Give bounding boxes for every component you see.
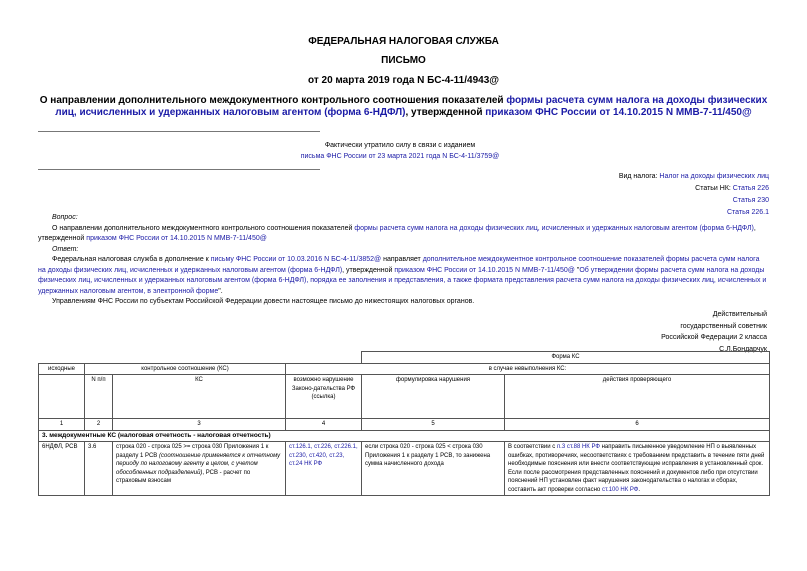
header-law: возможно нарушение Законо-дательства РФ (ссылка) bbox=[286, 375, 362, 419]
article-link[interactable]: Статья 226 bbox=[732, 185, 769, 192]
divider bbox=[38, 169, 320, 170]
cell-law-link[interactable]: ст.126.1, ст.226, ст.226.1, ст.230, ст.420, ст.23, ст.24 НК РФ bbox=[286, 442, 362, 496]
letter-link[interactable]: письму ФНС России от 10.03.2016 N БС-4-11/3852@ bbox=[210, 256, 382, 263]
signature-line: Российской Федерации 2 класса bbox=[661, 334, 767, 341]
header-wording: формулировка нарушения bbox=[362, 375, 505, 419]
cell-wording: если строка 020 - строка 025 < строка 030 Приложения 1 к разделу 1 РСВ, то занижена сумма начисленного дохода bbox=[362, 442, 505, 496]
col-number: 2 bbox=[85, 419, 113, 431]
cell-actions: В соответствии с п.3 ст.88 НК РФ направить письменное уведомление НП о выявленных ошибках, противоречиях, несоответствиях с требованием представить в течение пяти дней необходимые пояснения или внести соответствующие исправления в установленный срок. Если после рассмотрения представленных пояснений и документов либо при отсутствии пояснений НП установлен факт нарушения законодательства о налогах и сборах, составить акт проверки согласно ст.100 НК РФ. bbox=[505, 442, 770, 496]
nk-articles-label: Статьи НК: bbox=[695, 185, 733, 192]
doc-subject bbox=[30, 95, 777, 119]
closing-text: Управлениям ФНС России по субъектам Российской Федерации довести настоящее письмо до нижестоящих налоговых органов. bbox=[52, 298, 475, 305]
agency-title: ФЕДЕРАЛЬНАЯ НАЛОГОВАЯ СЛУЖБА bbox=[308, 36, 499, 47]
cell-source: 6НДФЛ, РСВ bbox=[39, 442, 85, 496]
lost-force-note bbox=[290, 140, 510, 162]
doc-body bbox=[38, 213, 769, 308]
article-link[interactable]: Статья 230 bbox=[732, 197, 769, 204]
header-if-fail: в случае невыполнения КС: bbox=[286, 363, 770, 375]
col-number: 1 bbox=[39, 419, 85, 431]
subject-form-link[interactable]: формы расчета сумм налога на доходы физических лиц, исчисленных и удержанных налоговым агентом (форма 6-НДФЛ) bbox=[55, 95, 768, 118]
signature-block bbox=[661, 309, 767, 355]
col-number: 3 bbox=[113, 419, 286, 431]
signature-name: С.Л.Бондарчук bbox=[719, 345, 767, 353]
subject-order-link[interactable]: приказом ФНС России от 14.10.2015 N ММВ-7-11/450@ bbox=[485, 107, 752, 118]
header-empty bbox=[39, 375, 85, 419]
doc-type: ПИСЬМО bbox=[381, 55, 426, 66]
ks-link[interactable]: дополнительное междокументное контрольное соотношение показателей формы расчета сумм налога на доходы физических лиц, исчисленных и удержанных налоговым агентом (форма 6-НДФЛ) bbox=[38, 256, 760, 274]
signature-line: государственный советник bbox=[680, 322, 767, 330]
article-link[interactable]: Статья 226.1 bbox=[726, 209, 769, 216]
cell-ks: строка 020 - строка 025 >= строка 030 Приложения 1 к разделу 1 РСВ (соотношение применяется к отчетному периоду по налоговому агенту в целом, с учетом обособленных подразделений), РСВ - расчет по страховым взносам bbox=[113, 442, 286, 496]
order-title-link[interactable]: Об утверждении формы расчета сумм налога на доходы физических лиц, исчисленных и удержанных налоговым агентом (форма 6-НДФЛ), порядка ее заполнения и представления, а также формата представления расчета сумм налога на доходы физических лиц, исчисленных и удержанных налоговым агентом, в электронной форме bbox=[38, 266, 767, 295]
form-title: Форма КС bbox=[362, 352, 770, 364]
table-row bbox=[39, 442, 770, 496]
subject-text: , утвержденной bbox=[405, 107, 486, 118]
subject-text: О направлении дополнительного междокументного контрольного соотношения показателей bbox=[39, 95, 507, 106]
tax-type-label: Вид налога: bbox=[618, 173, 660, 180]
doc-date-number: от 20 марта 2019 года N БС-4-11/4943@ bbox=[307, 75, 500, 86]
ks-table bbox=[38, 351, 770, 496]
tax-type-link[interactable]: Налог на доходы физических лиц bbox=[659, 173, 769, 180]
section-header: 3. междокументные КС (налоговая отчетность - налоговая отчетность) bbox=[39, 430, 770, 442]
answer-label: Ответ: bbox=[52, 245, 79, 253]
col-number: 4 bbox=[286, 419, 362, 431]
header-actions: действия проверяющего bbox=[505, 375, 770, 419]
answer-text: Федеральная налоговая служба в дополнение к письму ФНС России от 10.03.2016 N БС-4-11/3852@ направляет дополнительное междокументное контрольное соотношение показателей формы расчета сумм налога на доходы физических лиц, исчисленных и удержанных налоговым агентом (форма 6-НДФЛ), утвержденной приказом ФНС России от 14.10.2015 N ММВ-7-11/450@ "Об утверждении формы расчета сумм налога на доходы физических лиц, исчисленных и удержанных налоговым агентом (форма 6-НДФЛ), порядка ее заполнения и представления, а также формата представления расчета сумм налога на доходы физических лиц, исчисленных и удержанных налоговым агентом, в электронной форме". bbox=[38, 256, 767, 295]
nk-link[interactable]: п.3 ст.88 НК РФ bbox=[556, 444, 600, 450]
header-num: N п/п bbox=[85, 375, 113, 419]
form-link[interactable]: формы расчета сумм налога на доходы физических лиц, исчисленных и удержанных налоговым агентом (форма 6-НДФЛ) bbox=[354, 224, 754, 232]
doc-metadata bbox=[619, 171, 769, 219]
lost-force-link[interactable]: письма ФНС России от 23 марта 2021 года N БС-4-11/3759@ bbox=[300, 153, 500, 160]
order-link[interactable]: приказом ФНС России от 14.10.2015 N ММВ-7-11/450@ bbox=[394, 266, 575, 274]
cell-num: 3.6 bbox=[85, 442, 113, 496]
signature-line: Действительный bbox=[712, 311, 767, 318]
lost-force-text: Фактически утратило силу в связи с изданием bbox=[324, 142, 476, 149]
header-source: исходные bbox=[39, 363, 85, 375]
question-text: О направлении дополнительного междокументного контрольного соотношения показателей формы расчета сумм налога на доходы физических лиц, исчисленных и удержанных налоговым агентом (форма 6-НДФЛ), утвержденной приказом ФНС России от 14.10.2015 N ММВ-7-11/450@ bbox=[38, 224, 756, 242]
order-link[interactable]: приказом ФНС России от 14.10.2015 N ММВ-7-11/450@ bbox=[86, 235, 267, 242]
divider bbox=[38, 131, 320, 132]
col-number: 5 bbox=[362, 419, 505, 431]
header-ks: контрольное соотношение (КС) bbox=[85, 363, 286, 375]
question-label: Вопрос: bbox=[52, 214, 78, 221]
header-ks-short: КС bbox=[113, 375, 286, 419]
nk-link[interactable]: ст.100 НК РФ bbox=[601, 486, 639, 493]
col-number: 6 bbox=[505, 419, 770, 431]
